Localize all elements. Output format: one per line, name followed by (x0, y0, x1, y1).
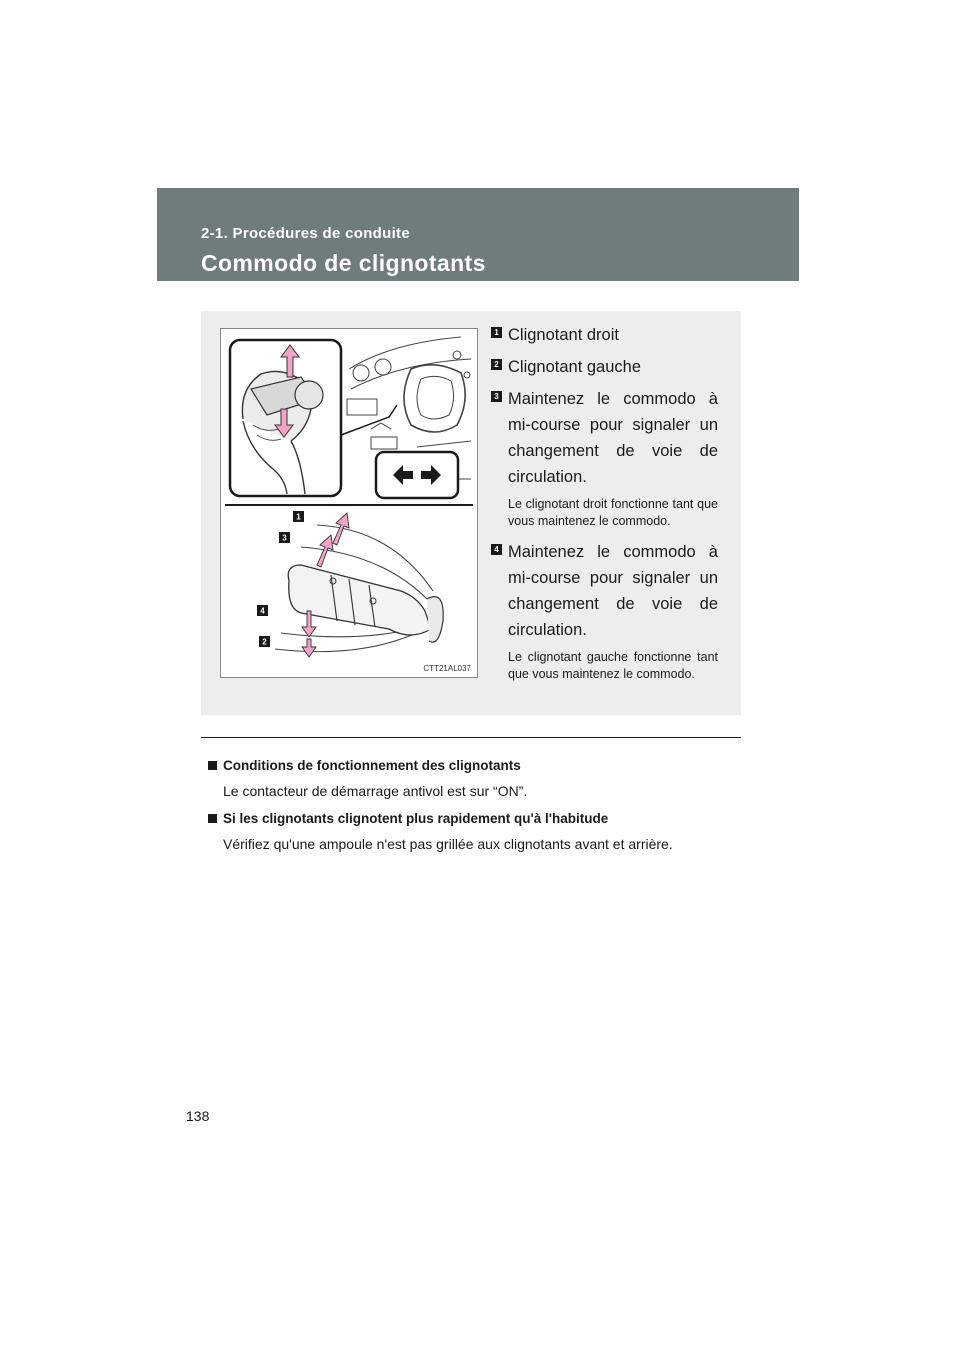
page-number: 138 (186, 1108, 210, 1124)
item-number-badge: 2 (491, 359, 502, 370)
header-banner (157, 188, 799, 281)
note-heading: Conditions de fonctionnement des clignotants (208, 757, 768, 774)
notes-section (208, 757, 768, 863)
item-title: Clignotant gauche (508, 358, 642, 376)
section-label: 2-1. Procédures de conduite (201, 225, 410, 242)
direction-inset (376, 452, 458, 498)
figure-code: CTT21AL037 (423, 664, 471, 673)
item-number-badge: 3 (491, 391, 502, 402)
callout-3: 3 (282, 533, 287, 543)
item-note: Le clignotant droit fonctionne tant que vous maintenez le commodo. (508, 497, 718, 528)
item-title: Clignotant droit (508, 326, 619, 344)
callout-4: 4 (260, 606, 265, 616)
item-title: Maintenez le commodo à mi-course pour signaler un changement de voie de circulation. (508, 543, 718, 639)
list-item (491, 322, 718, 348)
instruction-list (491, 322, 718, 688)
hand-lever-inset (230, 340, 341, 496)
callout-1: 1 (296, 512, 301, 522)
item-number-badge: 4 (491, 544, 502, 555)
section-divider (201, 737, 741, 738)
item-title: Maintenez le commodo à mi-course pour signaler un changement de voie de circulation. (508, 390, 718, 486)
note-body: Le contacteur de démarrage antivol est sur “ON”. (223, 783, 528, 799)
note-body: Vérifiez qu'une ampoule n'est pas grillée aux clignotants avant et arrière. (223, 836, 673, 852)
list-item (491, 386, 718, 529)
lever-detail (257, 511, 443, 657)
item-number-badge: 1 (491, 327, 502, 338)
list-item (491, 354, 718, 380)
page-title: Commodo de clignotants (201, 250, 486, 276)
arrow-down-icon (302, 639, 316, 657)
bullet-square-icon (208, 761, 217, 770)
list-item (491, 539, 718, 682)
turn-signal-illustration (220, 328, 478, 678)
bullet-square-icon (208, 814, 217, 823)
note-heading: Si les clignotants clignotent plus rapidement qu'à l'habitude (208, 810, 768, 827)
item-note: Le clignotant gauche fonctionne tant que vous maintenez le commodo. (508, 650, 718, 681)
callout-2: 2 (262, 637, 267, 647)
